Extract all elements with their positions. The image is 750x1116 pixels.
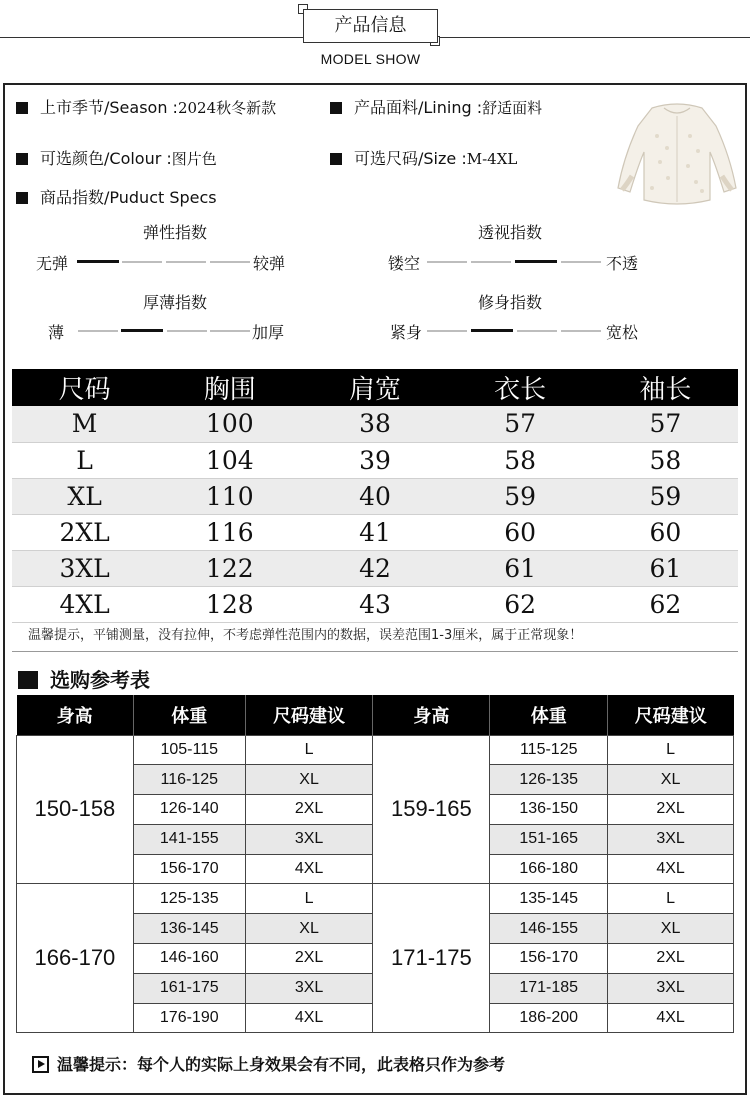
weight-cell: 115-125 xyxy=(490,735,608,765)
weight-cell: 186-200 xyxy=(490,1003,608,1033)
reference-table-header xyxy=(17,695,734,735)
size-suggest-col-header: 尺码建议 xyxy=(608,695,734,735)
table-row xyxy=(17,884,734,914)
size-cell: 2XL xyxy=(245,795,373,825)
table-cell: 61 xyxy=(448,550,593,586)
bullet-square-icon xyxy=(18,671,38,689)
weight-cell: 146-160 xyxy=(133,944,245,974)
elastic-gauge-segment xyxy=(122,261,162,263)
season-info: 上市季节/Season :2024秋冬新款 xyxy=(16,95,276,118)
table-cell: 57 xyxy=(593,406,738,442)
table-cell: 128 xyxy=(157,586,302,622)
table-row xyxy=(12,478,738,514)
table-row xyxy=(12,550,738,586)
transparency-gauge-segment xyxy=(427,261,467,263)
weight-cell: 161-175 xyxy=(133,973,245,1003)
size-col-header: 尺码 xyxy=(12,369,157,406)
thickness-gauge-segment xyxy=(167,330,207,332)
table-cell: 40 xyxy=(302,478,447,514)
size-cell: 4XL xyxy=(608,854,734,884)
elastic-gauge-segment xyxy=(210,261,250,263)
table-cell: 41 xyxy=(302,514,447,550)
height-col-header: 身高 xyxy=(17,695,134,735)
thickness-gauge-segment xyxy=(78,330,118,332)
elastic-gauge-title: 弹性指数 xyxy=(143,223,208,242)
reference-note: 温馨提示：每个人的实际上身效果会有不同，此表格只作为参考 xyxy=(32,1052,505,1075)
weight-cell: 136-150 xyxy=(490,795,608,825)
fit-gauge-right-label: 宽松 xyxy=(606,323,639,342)
bullet-square-icon xyxy=(330,153,342,165)
size-cell: 2XL xyxy=(245,944,373,974)
size-cell: 2XL xyxy=(608,944,734,974)
header-subtitle: MODEL SHOW xyxy=(320,51,421,67)
height-range-cell: 166-170 xyxy=(17,884,134,1033)
bullet-square-icon xyxy=(16,153,28,165)
divider xyxy=(12,651,738,652)
table-cell: 58 xyxy=(448,442,593,478)
header-line-right xyxy=(438,37,750,38)
size-cell: 4XL xyxy=(245,854,373,884)
thickness-gauge-right-label: 加厚 xyxy=(252,323,285,342)
table-row xyxy=(12,442,738,478)
table-cell: 59 xyxy=(593,478,738,514)
weight-cell: 105-115 xyxy=(133,735,245,765)
table-cell: 122 xyxy=(157,550,302,586)
size-cell: L xyxy=(245,735,373,765)
reference-section-title: 选购参考表 xyxy=(18,664,150,693)
table-cell: 39 xyxy=(302,442,447,478)
size-table xyxy=(12,369,738,623)
size-cell: 4XL xyxy=(608,1003,734,1033)
weight-col-header: 体重 xyxy=(133,695,245,735)
weight-cell: 141-155 xyxy=(133,824,245,854)
specs-info: 商品指数/Puduct Specs xyxy=(16,185,217,208)
table-cell: M xyxy=(12,406,157,442)
table-cell: 110 xyxy=(157,478,302,514)
shoulder-col-header: 肩宽 xyxy=(302,369,447,406)
weight-col-header: 体重 xyxy=(490,695,608,735)
size-table-header xyxy=(12,369,738,406)
chest-col-header: 胸围 xyxy=(157,369,302,406)
table-cell: 43 xyxy=(302,586,447,622)
transparency-gauge-segment xyxy=(515,260,557,263)
weight-cell: 156-170 xyxy=(490,944,608,974)
table-cell: 4XL xyxy=(12,586,157,622)
weight-cell: 125-135 xyxy=(133,884,245,914)
transparency-gauge-segment xyxy=(471,261,511,263)
reference-table xyxy=(16,695,734,1033)
size-cell: XL xyxy=(608,914,734,944)
weight-cell: 146-155 xyxy=(490,914,608,944)
fit-gauge-title: 修身指数 xyxy=(478,293,543,312)
table-cell: 61 xyxy=(593,550,738,586)
table-cell: L xyxy=(12,442,157,478)
bullet-square-icon xyxy=(330,102,342,114)
weight-cell: 136-145 xyxy=(133,914,245,944)
size-cell: 3XL xyxy=(245,824,373,854)
lining-info: 产品面料/Lining :舒适面料 xyxy=(330,95,542,118)
size-cell: XL xyxy=(608,765,734,795)
table-cell: 57 xyxy=(448,406,593,442)
table-row xyxy=(12,406,738,442)
table-cell: 59 xyxy=(448,478,593,514)
height-col-header: 身高 xyxy=(373,695,490,735)
size-cell: XL xyxy=(245,765,373,795)
fit-gauge-left-label: 紧身 xyxy=(390,323,423,342)
thickness-gauge-left-label: 薄 xyxy=(48,323,65,342)
bullet-square-icon xyxy=(16,192,28,204)
size-cell: 3XL xyxy=(608,824,734,854)
fit-gauge-segment xyxy=(517,330,557,332)
size-cell: L xyxy=(245,884,373,914)
table-cell: 58 xyxy=(593,442,738,478)
weight-cell: 126-135 xyxy=(490,765,608,795)
table-cell: 42 xyxy=(302,550,447,586)
fit-gauge-segment xyxy=(471,329,513,332)
table-cell: 104 xyxy=(157,442,302,478)
play-icon xyxy=(32,1056,49,1073)
table-cell: 3XL xyxy=(12,550,157,586)
sleeve-col-header: 袖长 xyxy=(593,369,738,406)
height-range-cell: 171-175 xyxy=(373,884,490,1033)
fit-gauge-segment xyxy=(561,330,601,332)
elastic-gauge-segment xyxy=(166,261,206,263)
weight-cell: 171-185 xyxy=(490,973,608,1003)
table-cell: 60 xyxy=(448,514,593,550)
table-cell: 100 xyxy=(157,406,302,442)
table-row xyxy=(12,586,738,622)
table-row xyxy=(12,514,738,550)
elastic-gauge-right-label: 较弹 xyxy=(253,254,286,273)
jacket-image xyxy=(612,96,742,221)
height-range-cell: 159-165 xyxy=(373,735,490,884)
header-line-left xyxy=(0,37,303,38)
thickness-gauge-title: 厚薄指数 xyxy=(143,293,208,312)
weight-cell: 166-180 xyxy=(490,854,608,884)
size-cell: L xyxy=(608,735,734,765)
measurement-note: 温馨提示，平铺测量，没有拉伸，不考虑弹性范围内的数据，误差范围1-3厘米，属于正常现象！ xyxy=(28,628,583,643)
weight-cell: 151-165 xyxy=(490,824,608,854)
colour-info: 可选颜色/Colour :图片色 xyxy=(16,146,217,169)
size-cell: 2XL xyxy=(608,795,734,825)
transparency-gauge-left-label: 镂空 xyxy=(388,254,421,273)
weight-cell: 126-140 xyxy=(133,795,245,825)
size-cell: 3XL xyxy=(245,973,373,1003)
size-cell: L xyxy=(608,884,734,914)
header-title: 产品信息 xyxy=(303,9,438,43)
bullet-square-icon xyxy=(16,102,28,114)
table-cell: XL xyxy=(12,478,157,514)
transparency-gauge-title: 透视指数 xyxy=(478,223,543,242)
fit-gauge-segment xyxy=(427,330,467,332)
table-cell: 62 xyxy=(448,586,593,622)
size-cell: 4XL xyxy=(245,1003,373,1033)
table-cell: 60 xyxy=(593,514,738,550)
height-range-cell: 150-158 xyxy=(17,735,134,884)
weight-cell: 116-125 xyxy=(133,765,245,795)
transparency-gauge-right-label: 不透 xyxy=(606,254,639,273)
length-col-header: 衣长 xyxy=(448,369,593,406)
table-row xyxy=(17,735,734,765)
elastic-gauge-segment xyxy=(77,260,119,263)
table-cell: 62 xyxy=(593,586,738,622)
size-cell: XL xyxy=(245,914,373,944)
size-suggest-col-header: 尺码建议 xyxy=(245,695,373,735)
size-info: 可选尺码/Size :M-4XL xyxy=(330,146,517,169)
weight-cell: 176-190 xyxy=(133,1003,245,1033)
weight-cell: 135-145 xyxy=(490,884,608,914)
table-cell: 38 xyxy=(302,406,447,442)
weight-cell: 156-170 xyxy=(133,854,245,884)
thickness-gauge-segment xyxy=(121,329,163,332)
table-cell: 116 xyxy=(157,514,302,550)
thickness-gauge-segment xyxy=(210,330,250,332)
elastic-gauge-left-label: 无弹 xyxy=(36,254,69,273)
size-cell: 3XL xyxy=(608,973,734,1003)
table-cell: 2XL xyxy=(12,514,157,550)
transparency-gauge-segment xyxy=(561,261,601,263)
